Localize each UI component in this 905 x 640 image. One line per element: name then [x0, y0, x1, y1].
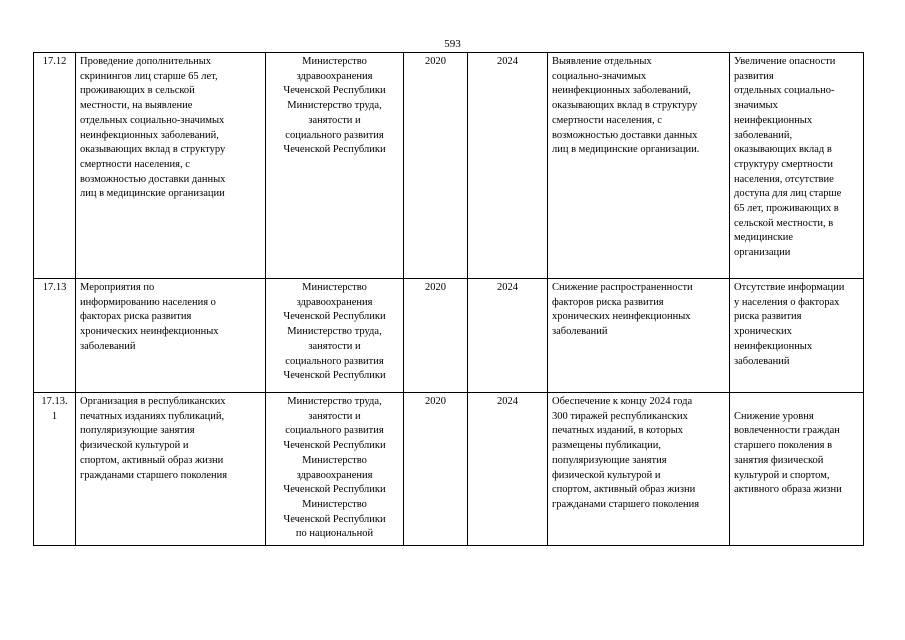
responsible-executor-line: здравоохранения: [296, 70, 373, 82]
non-implementation-consequences-line: культурой и спортом,: [734, 469, 830, 481]
responsible-executor-line: здравоохранения: [296, 296, 373, 308]
responsible-executor-line: Чеченской Республики: [283, 484, 386, 496]
responsible-executor-line: Чеченской Республики: [283, 311, 386, 323]
non-implementation-consequences-line: медицинские: [734, 232, 794, 244]
non-implementation-consequences-line: заболеваний,: [734, 129, 793, 141]
responsible-executor-line: социального развития: [285, 355, 384, 367]
expected-result-line: 300 тиражей республиканских: [552, 410, 688, 422]
expected-result-line: физической культурой и: [552, 469, 661, 481]
non-implementation-consequences-line: активного образа жизни: [734, 484, 842, 496]
non-implementation-consequences-line: хронических: [734, 326, 792, 338]
activity-name-line: заболеваний: [80, 340, 136, 352]
activity-name-line: гражданами старшего поколения: [80, 469, 228, 481]
non-implementation-consequences-cell: [730, 393, 864, 546]
activity-name-line: скринингов лиц старше 65 лет,: [80, 70, 218, 82]
table-row: [34, 53, 864, 279]
activity-name-line: популяризующие занятия: [80, 425, 195, 437]
start-year-cell: [404, 393, 468, 546]
expected-result-cell: [548, 393, 730, 546]
expected-result-line: Снижение распространенности: [552, 282, 693, 293]
non-implementation-consequences-line: оказывающих вклад в: [734, 144, 832, 156]
expected-result-line: лиц в медицинские организации.: [552, 144, 700, 156]
expected-result-line: Выявление отдельных: [552, 56, 652, 67]
item-number-line: 17.12: [42, 56, 67, 67]
activity-name-line: смертности населения, с: [80, 158, 190, 170]
responsible-executor-line: Чеченской Республики: [283, 513, 386, 525]
activity-name-cell: [76, 393, 266, 546]
responsible-executor-line: Чеченской Республики: [283, 370, 386, 382]
non-implementation-consequences-line: доступа для лиц старше: [734, 188, 842, 200]
non-implementation-consequences-line: неинфекционных: [734, 340, 813, 352]
non-implementation-consequences-line: риска развития: [734, 311, 802, 323]
end-year: 2024: [497, 56, 518, 67]
non-implementation-consequences-line: заболеваний: [734, 355, 790, 367]
page-number: 593: [444, 38, 461, 50]
expected-result-line: хронических неинфекционных: [552, 311, 691, 323]
expected-result-line: популяризующие занятия: [552, 454, 667, 466]
responsible-executor-line: здравоохранения: [296, 469, 373, 481]
activity-name-line: хронических неинфекционных: [80, 326, 219, 338]
activity-name-line: оказывающих вклад в структуру: [80, 144, 226, 156]
start-year: 2020: [425, 56, 446, 67]
activity-name-line: факторах риска развития: [80, 311, 192, 323]
responsible-executor-line: занятости и: [308, 410, 361, 422]
activity-name-line: Мероприятия по: [80, 282, 155, 293]
responsible-executor-line: занятости и: [308, 340, 361, 352]
activity-name-line: информированию населения о: [80, 296, 216, 308]
item-number-cell: [34, 279, 76, 393]
activity-name-line: проживающих в сельской: [80, 85, 195, 97]
item-number-line: 17.13: [42, 282, 67, 293]
item-number-line: 1: [51, 410, 58, 422]
non-implementation-consequences-line: занятия физической: [734, 454, 824, 466]
non-implementation-consequences-line: Отсутствие информации: [734, 282, 845, 293]
activity-name-line: физической культурой и: [80, 440, 189, 452]
responsible-executor-line: Чеченской Республики: [283, 144, 386, 156]
expected-result-cell: [548, 279, 730, 393]
expected-result-cell: [548, 53, 730, 279]
non-implementation-consequences-line: отдельных социально-: [734, 85, 835, 97]
end-year-cell: [468, 279, 548, 393]
expected-result-line: возможностью доставки данных: [552, 129, 698, 141]
responsible-executor-line: Чеченской Республики: [283, 85, 386, 97]
activity-name-line: возможностью доставки данных: [80, 173, 226, 185]
end-year-cell: [468, 53, 548, 279]
start-year: 2020: [425, 396, 446, 407]
responsible-executor-line: социального развития: [285, 129, 384, 141]
non-implementation-consequences-cell: [730, 53, 864, 279]
end-year: 2024: [497, 396, 518, 407]
expected-result-line: гражданами старшего поколения: [552, 498, 700, 510]
non-implementation-consequences-line: развития: [734, 70, 774, 82]
expected-result-line: печатных изданий, в которых: [552, 425, 684, 437]
non-implementation-consequences-line: сельской местности, в: [734, 217, 834, 229]
non-implementation-consequences-line: организации: [734, 247, 791, 259]
item-number-cell: [34, 53, 76, 279]
non-implementation-consequences-line: структуру смертности: [734, 158, 834, 170]
expected-result-line: размещены публикации,: [552, 440, 662, 452]
non-implementation-consequences-line: у населения о факторах: [734, 296, 840, 308]
activity-name-line: Организация в республиканских: [80, 396, 226, 407]
activity-name-line: спортом, активный образ жизни: [80, 454, 224, 466]
activity-name-line: отдельных социально-значимых: [80, 114, 225, 126]
expected-result-line: оказывающих вклад в структуру: [552, 100, 698, 112]
responsible-executor-line: Министерство: [302, 282, 367, 293]
responsible-executor-line: Министерство: [302, 56, 367, 67]
activity-name-line: Проведение дополнительных: [80, 56, 212, 67]
end-year-cell: [468, 393, 548, 546]
non-implementation-consequences-line: [734, 395, 859, 410]
responsible-executor-cell: [266, 279, 404, 393]
start-year: 2020: [425, 282, 446, 293]
item-number-line: 17.13.: [41, 396, 68, 407]
non-implementation-consequences-line: Увеличение опасности: [734, 56, 836, 67]
non-implementation-consequences-line: Снижение уровня: [734, 410, 814, 422]
responsible-executor-line: Министерство труда,: [287, 100, 382, 112]
non-implementation-consequences-line: неинфекционных: [734, 114, 813, 126]
start-year-cell: [404, 279, 468, 393]
responsible-executor-line: по национальной: [295, 528, 374, 540]
responsible-executor-line: занятости и: [308, 114, 361, 126]
activity-name-cell: [76, 279, 266, 393]
responsible-executor-line: Министерство: [302, 498, 367, 510]
expected-result-line: спортом, активный образ жизни: [552, 484, 696, 496]
activity-name-line: лиц в медицинские организации: [80, 188, 225, 200]
responsible-executor-cell: [266, 393, 404, 546]
non-implementation-consequences-line: 65 лет, проживающих в: [734, 203, 839, 215]
expected-result-line: заболеваний: [552, 326, 608, 338]
responsible-executor-cell: [266, 53, 404, 279]
activities-table: [33, 52, 864, 546]
table-row: [34, 393, 864, 546]
start-year-cell: [404, 53, 468, 279]
activity-name-line: неинфекционных заболеваний,: [80, 129, 219, 141]
expected-result-line: Обеспечение к концу 2024 года: [552, 396, 693, 407]
end-year: 2024: [497, 282, 518, 293]
activity-name-cell: [76, 53, 266, 279]
activity-name-line: местности, на выявление: [80, 100, 193, 112]
responsible-executor-line: Министерство: [302, 454, 367, 466]
responsible-executor-line: социального развития: [285, 425, 384, 437]
non-implementation-consequences-cell: [730, 279, 864, 393]
expected-result-line: смертности населения, с: [552, 114, 662, 126]
responsible-executor-line: Министерство труда,: [287, 326, 382, 338]
non-implementation-consequences-line: значимых: [734, 100, 778, 112]
item-number-cell: [34, 393, 76, 546]
expected-result-line: факторов риска развития: [552, 296, 664, 308]
responsible-executor-line: Министерство труда,: [287, 396, 382, 407]
non-implementation-consequences-line: старшего поколения в: [734, 440, 833, 452]
expected-result-line: неинфекционных заболеваний,: [552, 85, 691, 97]
table-row: [34, 279, 864, 393]
activity-name-line: печатных изданиях публикаций,: [80, 410, 225, 422]
responsible-executor-line: Чеченской Республики: [283, 440, 386, 452]
non-implementation-consequences-line: населения, отсутствие: [734, 173, 834, 185]
non-implementation-consequences-line: вовлеченности граждан: [734, 425, 840, 437]
expected-result-line: социально-значимых: [552, 70, 647, 82]
